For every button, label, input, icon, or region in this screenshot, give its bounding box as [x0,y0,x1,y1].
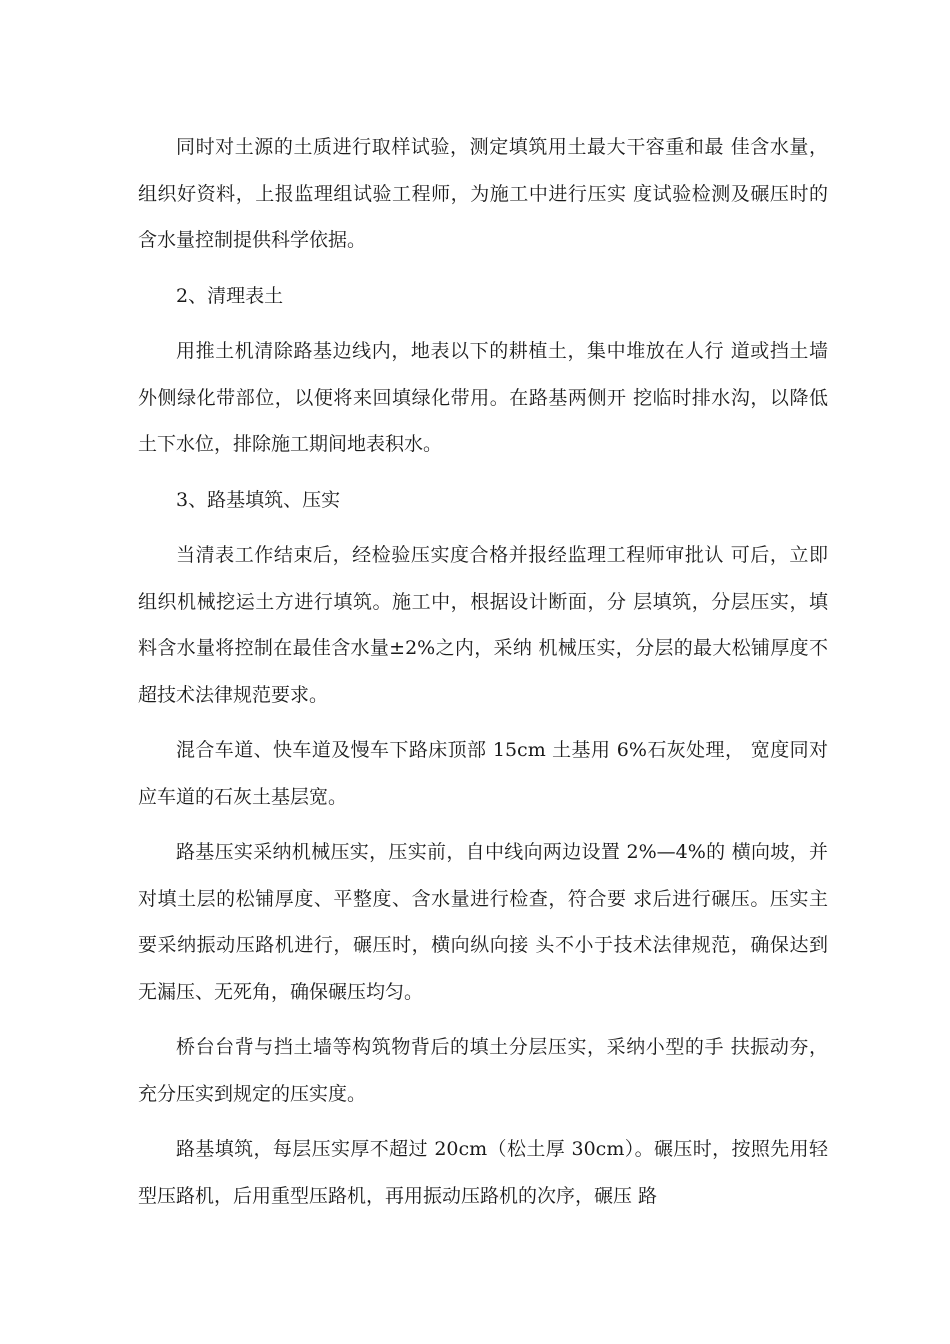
paragraph-clear-topsoil: 用推土机清除路基边线内，地表以下的耕植土，集中堆放在人行 道或挡土墙外侧绿化带部位，以便将来回填绿化带用。在路基两侧开 挖临时排水沟，以降低土下水位，排除施工期间地表积水。 [138,340,828,455]
paragraph-layer-thickness: 路基填筑，每层压实厚不超过 20cm（松土厚 30cm）。碾压时，按照先用轻型压路机，后用重型压路机，再用振动压路机的次序，碾压 路 [138,1138,828,1207]
paragraph-mechanical-compaction: 路基压实采纳机械压实，压实前，自中线向两边设置 2%—4%的 横向坡，并对填土层的松铺厚度、平整度、含水量进行检查，符合要 求后进行碾压。压实主要采纳振动压路机进行，碾压时，横向纵向接 头不小于技术法律规范，确保达到无漏压、无死角，确保碾压均匀。 [138,841,828,1003]
section-heading-fill-compaction: 3、路基填筑、压实 [176,488,341,511]
paragraph-abutment-backfill: 桥台台背与挡土墙等构筑物背后的填土分层压实，采纳小型的手 扶振动夯，充分压实到规定的压实度。 [138,1036,828,1105]
document-body [138,124,828,1228]
paragraph-fill-procedure: 当清表工作结束后，经检验压实度合格并报经监理工程师审批认 可后，立即组织机械挖运土方进行填筑。施工中，根据设计断面，分 层填筑，分层压实，填料含水量将控制在最佳含水量±2%之内，采纳 机械压实，分层的最大松铺厚度不超技术法律规范要求。 [138,544,828,706]
paragraph-soil-testing: 同时对土源的土质进行取样试验，测定填筑用土最大干容重和最 佳含水量，组织好资料，上报监理组试验工程师，为施工中进行压实 度试验检测及碾压时的含水量控制提供科学依据。 [138,136,828,251]
paragraph-lime-treatment: 混合车道、快车道及慢车下路床顶部 15cm 土基用 6%石灰处理， 宽度同对应车道的石灰土基层宽。 [138,739,828,808]
section-heading-clear-topsoil: 2、清理表土 [176,284,284,307]
